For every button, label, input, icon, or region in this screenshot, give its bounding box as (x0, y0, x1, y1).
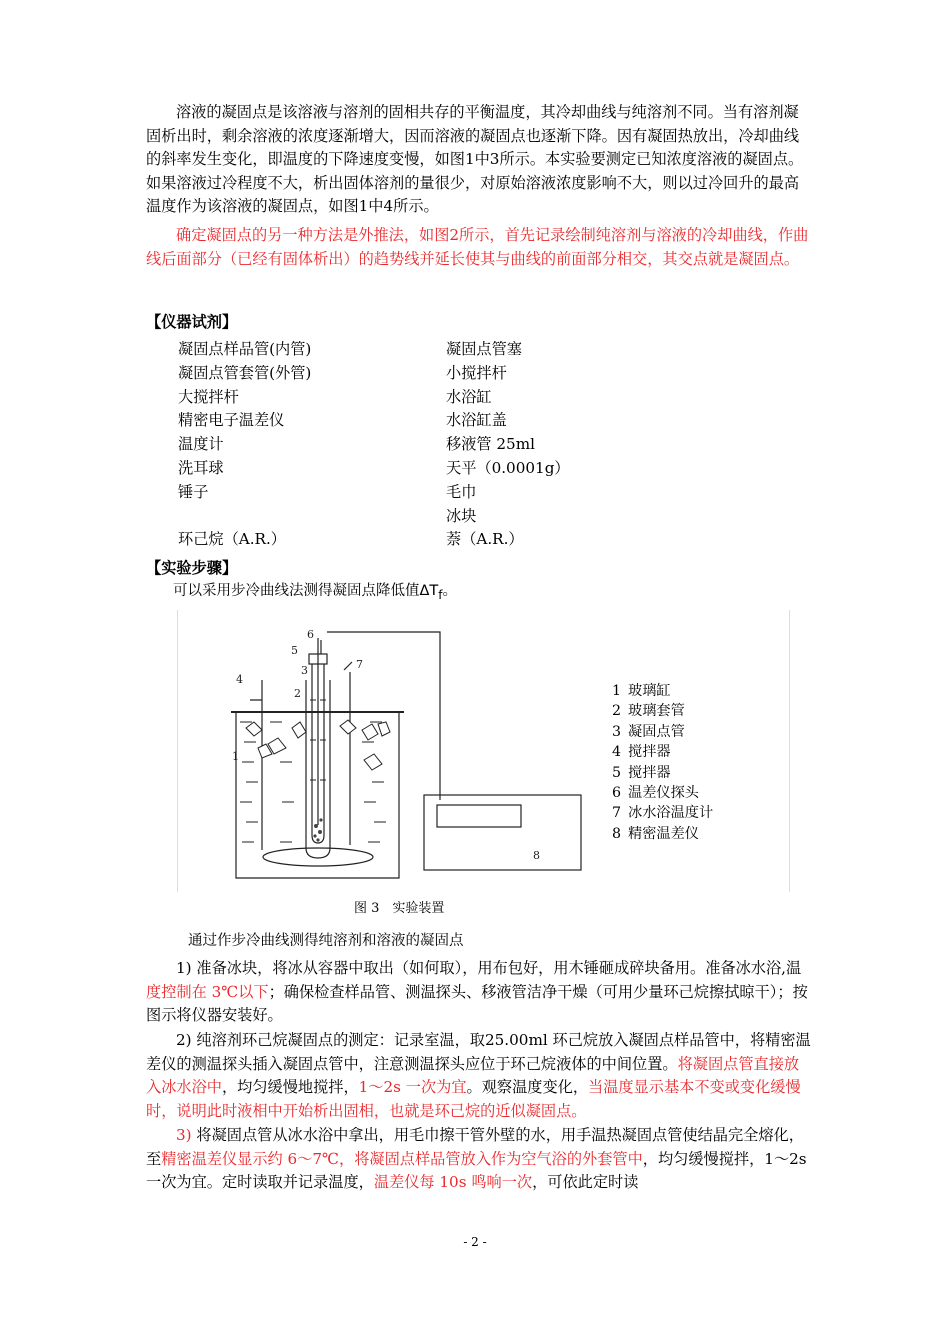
intro-paragraph-2: 确定凝固点的另一种方法是外推法，如图2所示，首先记录绘制纯溶剂与溶液的冷却曲线，作曲线后面部分（已经有固体析出）的趋势线并延长使其与曲线的前面部分相交，其交点就是凝固点。 (146, 226, 809, 268)
diagram-label-6: 6 (307, 628, 314, 641)
equipment-item: 凝固点管套管(外管) (178, 363, 312, 382)
figure-caption: 图 3 实验装置 (354, 901, 445, 916)
equipment-item: 萘（A.R.） (446, 530, 524, 549)
diagram-label-5: 5 (291, 644, 298, 657)
equipment-item: 水浴缸 (446, 387, 492, 406)
diagram-label-8: 8 (533, 849, 540, 862)
diagram-label-7: 7 (356, 658, 363, 671)
equipment-item: 水浴缸盖 (446, 411, 507, 430)
equipment-item: 毛巾 (446, 482, 477, 501)
thermometer-meter-box (424, 795, 581, 870)
procedure-intro-end: 。 (442, 583, 458, 599)
equipment-heading: 【仪器试剂】 (146, 313, 238, 331)
step-3: 3) 将凝固点管从冰水浴中拿出，用毛巾擦干管外壁的水，用手温热凝固点管使结晶完全熔化，至精密温差仪显示约 6～7℃，将凝固点样品管放入作为空气浴的外套管中，均匀缓慢搅拌，1～2s 一次为宜。定时读取并记录温度，温差仪每 10s 鸣响一次，可依此定时读 (146, 1126, 807, 1192)
bath-stirrer-handle (250, 680, 262, 700)
diagram-label-1: 1 (232, 750, 239, 763)
figure-legend (612, 681, 713, 844)
procedure-heading: 【实验步骤】 (146, 559, 238, 577)
diagram-label-3: 3 (301, 664, 308, 677)
equipment-item: 凝固点管塞 (446, 340, 522, 358)
legend-item: 6 温差仪探头 (612, 785, 699, 802)
legend-item: 7 冰水浴温度计 (612, 805, 714, 822)
thermometer-top (344, 662, 352, 670)
step-2: 2) 纯溶剂环己烷凝固点的测定：记录室温，取25.00ml 环己烷放入凝固点样品管中，将精密温差仪的测温探头插入凝固点管中，注意测温探头应位于环己烷液体的中间位置。将凝固点管直接放入冰水浴中，均匀缓慢地搅拌，1～2s 一次为宜。观察温度变化，当温度显示基本不变或变化缓慢时，说明此时液相中开始析出固相，也就是环己烷的近似凝固点。 (146, 1031, 811, 1120)
step-1: 1) 准备冰块，将冰从容器中取出（如何取），用布包好，用木锤砸成碎块备用。准备冰水浴,温度控制在 3℃以下；确保检查样品管、测温探头、移液管洁净干燥（可用少量环己烷擦拭晾干）；按图示将仪器安装好。 (146, 959, 808, 1025)
equipment-item: 小搅拌杆 (446, 363, 507, 382)
equipment-item: 移液管 25ml (446, 435, 535, 454)
diagram-label-2: 2 (294, 687, 301, 700)
equipment-item: 环己烷（A.R.） (178, 530, 286, 549)
meter-display (437, 805, 521, 827)
diagram-label-4: 4 (236, 673, 243, 686)
page-number: - 2 - (463, 1235, 487, 1249)
equipment-item: 凝固点样品管(内管) (178, 340, 312, 358)
legend-item: 8 精密温差仪 (612, 825, 699, 842)
equipment-item: 洗耳球 (178, 458, 224, 477)
legend-item: 3 凝固点管 (612, 723, 685, 740)
intro-paragraph-1: 溶液的凝固点是该溶液与溶剂的固相共存的平衡温度，其冷却曲线与纯溶剂不同。当有溶剂凝固析出时，剩余溶液的浓度逐渐增大，因而溶液的凝固点也逐渐下降。因有凝固热放出，冷却曲线的斜率发生变化，即温度的下降速度变慢，如图1中3所示。本实验要测定已知浓度溶液的凝固点。如果溶液过冷程度不大，析出固体溶剂的量很少，对原始溶液浓度影响不大，则以过冷回升的最高温度作为该溶液的凝固点，如图1中4所示。 (146, 103, 804, 216)
legend-item: 4 搅拌器 (612, 744, 671, 761)
probe-cable (327, 632, 440, 800)
equipment-item: 冰块 (446, 506, 477, 525)
legend-item: 2 玻璃套管 (612, 703, 685, 720)
steps-subheading: 通过作步冷曲线测得纯溶剂和溶液的凝固点 (188, 933, 464, 949)
procedure-intro-text: 可以采用步冷曲线法测得凝固点降低值ΔT (173, 583, 439, 599)
equipment-item: 温度计 (178, 435, 224, 454)
procedure-intro-subscript: f (438, 587, 443, 602)
equipment-item: 大搅拌杆 (178, 387, 239, 406)
bath-bottom (263, 848, 373, 866)
legend-item: 5 搅拌器 (612, 764, 671, 781)
equipment-item: 锤子 (178, 482, 209, 501)
equipment-item: 精密电子温差仪 (178, 411, 285, 430)
legend-item: 1 玻璃缸 (612, 683, 671, 699)
equipment-item: 天平（0.0001g） (446, 458, 570, 477)
